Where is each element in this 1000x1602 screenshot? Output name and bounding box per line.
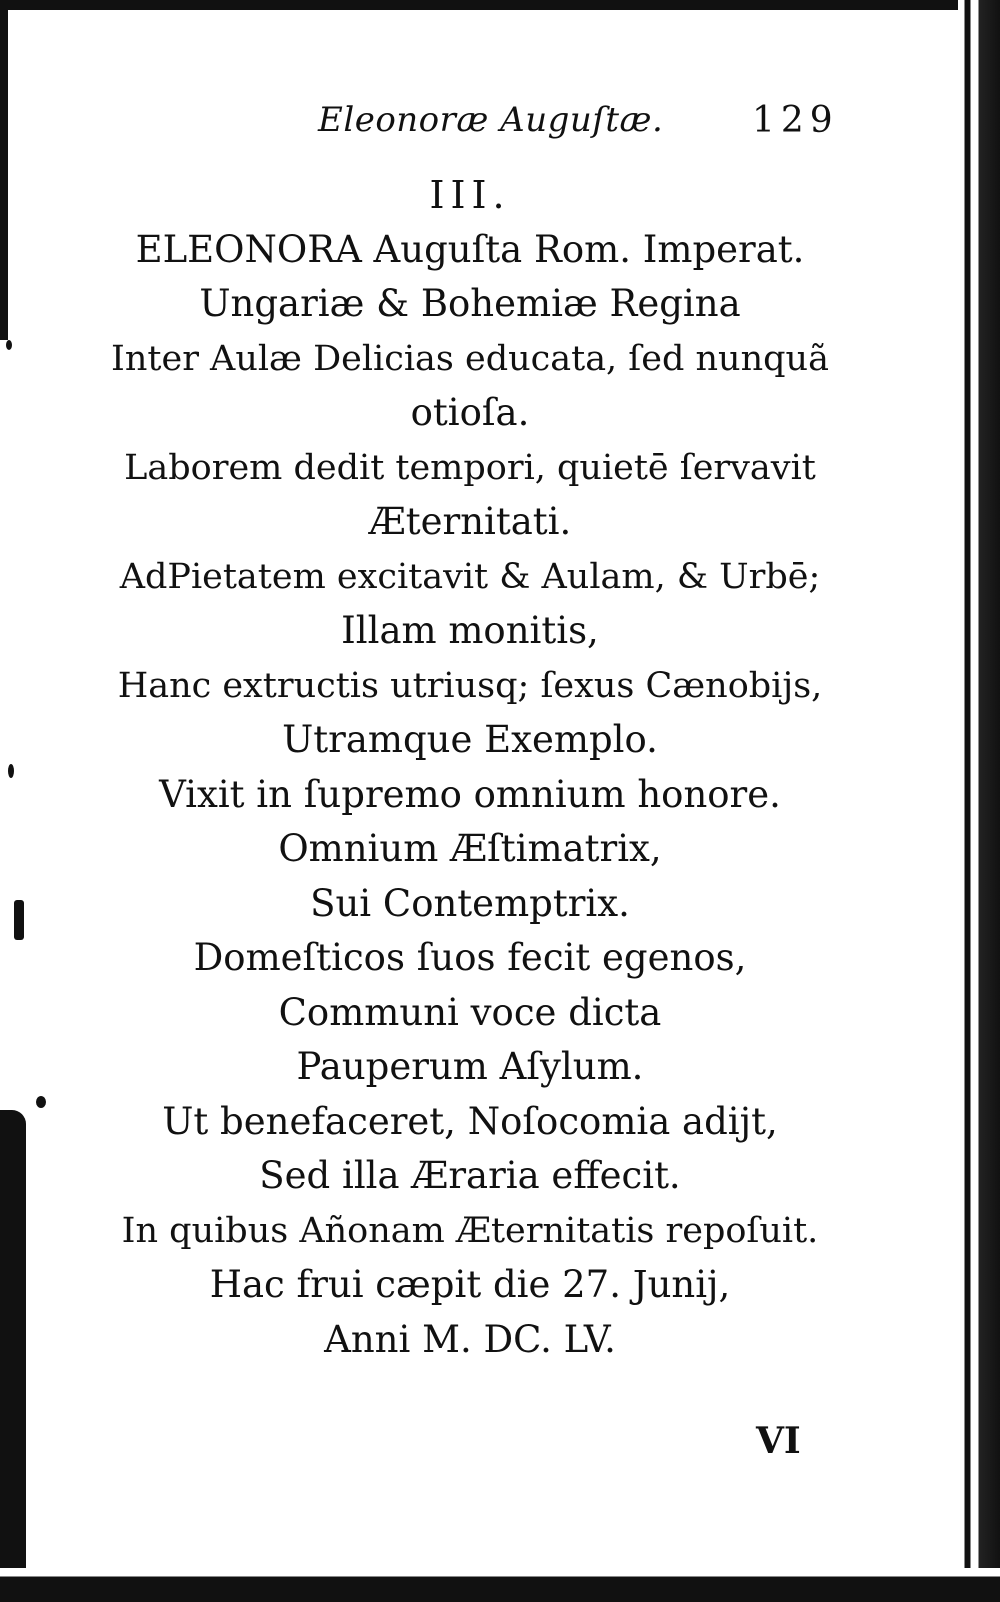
text-line: Anni M. DC. LV. bbox=[324, 1317, 616, 1361]
inscription-text bbox=[90, 168, 850, 1367]
text-line: Vixit in ſupremo omnium honore. bbox=[159, 772, 781, 816]
catchword: VI bbox=[756, 1420, 801, 1462]
ink-speck bbox=[8, 764, 14, 778]
ink-speck bbox=[6, 340, 12, 350]
page-top-edge bbox=[0, 0, 1000, 10]
text-line: Æternitati. bbox=[368, 500, 572, 543]
text-line: Inter Aulæ Delicias educata, ſed nunquã bbox=[111, 338, 829, 379]
text-line: Ungariæ & Bohemiæ Regina bbox=[199, 282, 741, 325]
text-line: Illam monitis, bbox=[341, 609, 599, 652]
text-line: Pauperum Aſylum. bbox=[296, 1045, 644, 1088]
text-line: Sed illa Æraria effecit. bbox=[259, 1154, 681, 1197]
running-head-title: Eleonoræ Auguſtæ. bbox=[318, 100, 664, 140]
text-line: AdPietatem excitavit & Aulam, & Urbē; bbox=[119, 556, 821, 597]
text-line: Sui Contemptrix. bbox=[310, 881, 630, 925]
section-number: III. bbox=[429, 173, 511, 217]
text-line: Utramque Exemplo. bbox=[282, 718, 658, 761]
text-line: otioſa. bbox=[410, 391, 530, 434]
text-line: ELEONORA Auguſta Rom. Imperat. bbox=[135, 227, 805, 271]
binding-right-edge bbox=[958, 0, 1000, 1602]
text-line: Ut benefaceret, Noſocomia adijt, bbox=[162, 1099, 778, 1143]
text-line: Domeſticos ſuos fecit egenos, bbox=[193, 936, 747, 979]
text-line: In quibus Añonam Æternitatis repoſuit. bbox=[121, 1210, 819, 1251]
page-number: 129 bbox=[752, 100, 839, 141]
text-line: Hanc extructis utriusq; ſexus Cænobijs, bbox=[117, 665, 823, 706]
page-left-edge-top bbox=[0, 0, 8, 340]
ink-speck bbox=[36, 1096, 46, 1108]
page-bottom-edge bbox=[0, 1568, 1000, 1602]
text-line: Laborem dedit tempori, quietē ſervavit bbox=[124, 447, 816, 488]
text-line: Communi voce dicta bbox=[278, 990, 662, 1034]
page-left-edge-bottom bbox=[0, 1110, 26, 1580]
ink-speck bbox=[14, 900, 24, 940]
text-line: Omnium Æſtimatrix, bbox=[278, 827, 662, 870]
text-line: Hac frui cæpit die 27. Junij, bbox=[209, 1263, 731, 1306]
